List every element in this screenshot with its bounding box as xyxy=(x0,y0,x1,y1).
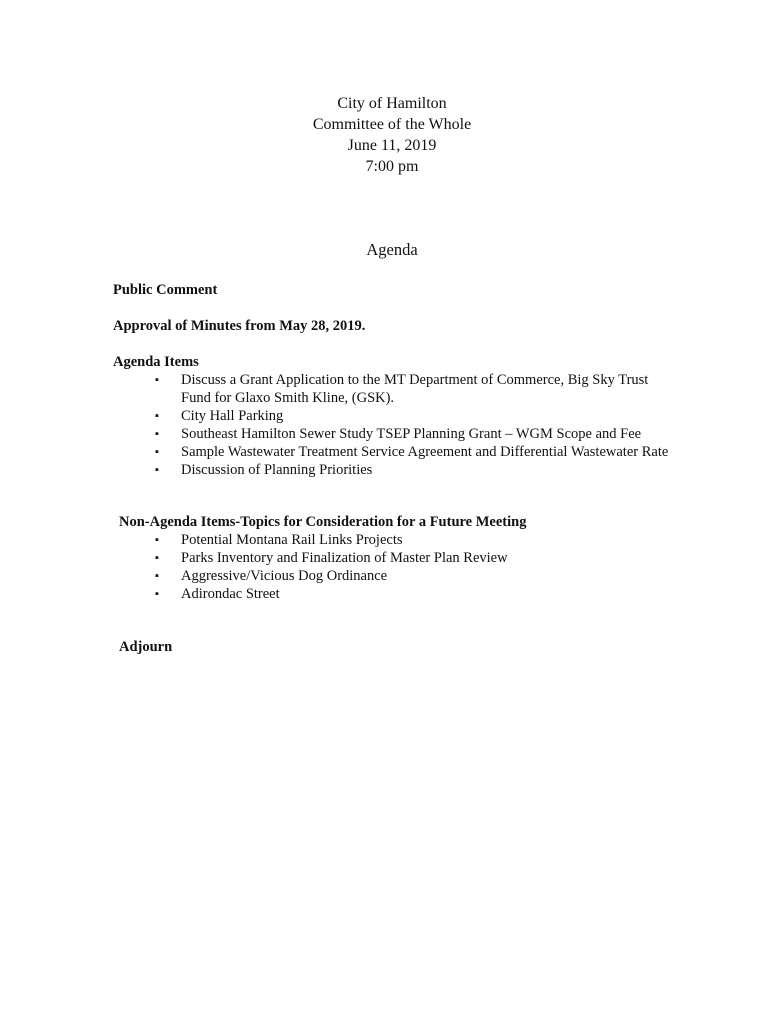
list-item-text: Aggressive/Vicious Dog Ordinance xyxy=(181,568,388,584)
bullet-icon: ▪ xyxy=(155,446,159,458)
city-name: City of Hamilton xyxy=(337,95,447,112)
list-item-text: Discuss a Grant Application to the MT Department of Commerce, Big Sky Trust Fund for Glaxo Smith Kline, (GSK). xyxy=(181,372,649,406)
list-item xyxy=(155,567,675,585)
document-header xyxy=(0,93,770,177)
list-item-text: Discussion of Planning Priorities xyxy=(181,462,373,478)
approval-of-minutes-heading: Approval of Minutes from May 28, 2019. xyxy=(113,318,366,334)
list-item xyxy=(155,371,675,407)
bullet-icon: ▪ xyxy=(155,464,159,476)
list-item xyxy=(155,549,675,567)
public-comment-heading: Public Comment xyxy=(113,282,218,298)
bullet-icon: ▪ xyxy=(155,428,159,440)
bullet-icon: ▪ xyxy=(155,552,159,564)
list-item xyxy=(155,461,675,479)
list-item xyxy=(155,443,675,461)
list-item xyxy=(155,407,675,425)
meeting-date: June 11, 2019 xyxy=(347,137,437,154)
list-item-text: Adirondac Street xyxy=(181,586,280,602)
agenda-items-heading: Agenda Items xyxy=(113,354,199,370)
list-item-text: City Hall Parking xyxy=(181,408,284,424)
list-item-text: Parks Inventory and Finalization of Master Plan Review xyxy=(181,550,508,566)
list-item-text: Potential Montana Rail Links Projects xyxy=(181,532,403,548)
non-agenda-items-list xyxy=(155,531,675,603)
agenda-title: Agenda xyxy=(366,240,418,259)
list-item-text: Sample Wastewater Treatment Service Agreement and Differential Wastewater Rate xyxy=(181,444,669,460)
bullet-icon: ▪ xyxy=(155,588,159,600)
bullet-icon: ▪ xyxy=(155,374,159,386)
non-agenda-items-heading: Non-Agenda Items-Topics for Consideration for a Future Meeting xyxy=(119,514,527,530)
list-item xyxy=(155,585,675,603)
list-item-text: Southeast Hamilton Sewer Study TSEP Planning Grant – WGM Scope and Fee xyxy=(181,426,642,442)
agenda-items-list xyxy=(155,371,675,479)
meeting-time: 7:00 pm xyxy=(365,158,419,175)
bullet-icon: ▪ xyxy=(155,570,159,582)
adjourn-heading: Adjourn xyxy=(119,639,173,655)
bullet-icon: ▪ xyxy=(155,534,159,546)
list-item xyxy=(155,531,675,549)
bullet-icon: ▪ xyxy=(155,410,159,422)
list-item xyxy=(155,425,675,443)
committee-name: Committee of the Whole xyxy=(312,116,472,133)
